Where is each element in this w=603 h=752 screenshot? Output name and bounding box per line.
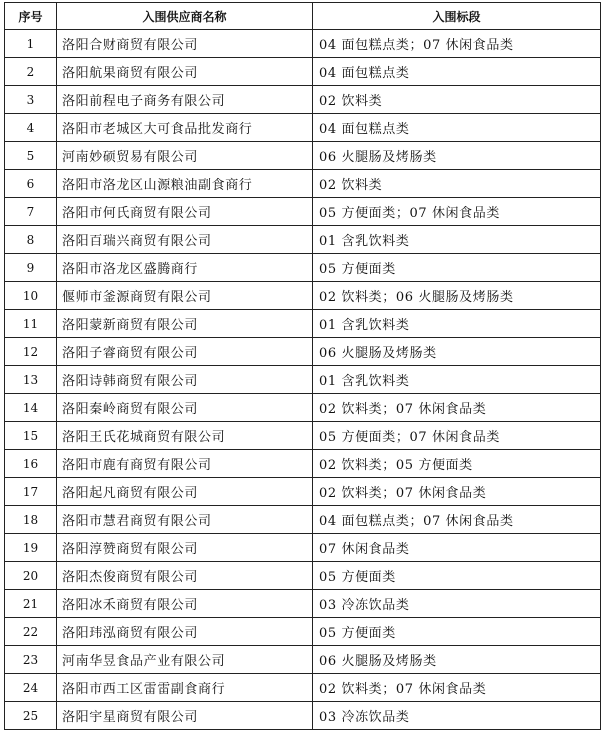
table-row bbox=[5, 450, 601, 478]
supplier-name: 洛阳玮泓商贸有限公司 bbox=[57, 618, 313, 646]
table-row bbox=[5, 254, 601, 282]
row-index: 1 bbox=[5, 30, 57, 58]
segment-name: 05 方便面类 bbox=[313, 618, 601, 646]
table-row bbox=[5, 394, 601, 422]
segment-name: 04 面包糕点类 bbox=[313, 114, 601, 142]
segment-name: 02 饮料类；07 休闲食品类 bbox=[313, 478, 601, 506]
row-index: 6 bbox=[5, 170, 57, 198]
segment-name: 03 冷冻饮品类 bbox=[313, 590, 601, 618]
segment-name: 03 冷冻饮品类 bbox=[313, 702, 601, 730]
row-index: 7 bbox=[5, 198, 57, 226]
header-row bbox=[5, 3, 601, 30]
supplier-name: 洛阳航果商贸有限公司 bbox=[57, 58, 313, 86]
header-index: 序号 bbox=[5, 3, 57, 30]
row-index: 9 bbox=[5, 254, 57, 282]
supplier-name: 洛阳前程电子商务有限公司 bbox=[57, 86, 313, 114]
supplier-table bbox=[4, 2, 601, 730]
supplier-name: 洛阳冰禾商贸有限公司 bbox=[57, 590, 313, 618]
segment-name: 01 含乳饮料类 bbox=[313, 366, 601, 394]
supplier-name: 洛阳市洛龙区盛腾商行 bbox=[57, 254, 313, 282]
table-row bbox=[5, 534, 601, 562]
supplier-name: 洛阳市鹿有商贸有限公司 bbox=[57, 450, 313, 478]
segment-name: 04 面包糕点类；07 休闲食品类 bbox=[313, 30, 601, 58]
table-row bbox=[5, 226, 601, 254]
table-row bbox=[5, 674, 601, 702]
table-row bbox=[5, 310, 601, 338]
table-row bbox=[5, 366, 601, 394]
table-row bbox=[5, 198, 601, 226]
segment-name: 06 火腿肠及烤肠类 bbox=[313, 338, 601, 366]
row-index: 14 bbox=[5, 394, 57, 422]
supplier-name: 洛阳起凡商贸有限公司 bbox=[57, 478, 313, 506]
supplier-name: 洛阳宇星商贸有限公司 bbox=[57, 702, 313, 730]
row-index: 3 bbox=[5, 86, 57, 114]
supplier-name: 洛阳王氏花城商贸有限公司 bbox=[57, 422, 313, 450]
table-row bbox=[5, 618, 601, 646]
table-row bbox=[5, 506, 601, 534]
row-index: 13 bbox=[5, 366, 57, 394]
table-row bbox=[5, 86, 601, 114]
table-row bbox=[5, 170, 601, 198]
segment-name: 02 饮料类；07 休闲食品类 bbox=[313, 394, 601, 422]
segment-name: 02 饮料类；07 休闲食品类 bbox=[313, 674, 601, 702]
supplier-name: 洛阳蒙新商贸有限公司 bbox=[57, 310, 313, 338]
row-index: 22 bbox=[5, 618, 57, 646]
segment-name: 07 休闲食品类 bbox=[313, 534, 601, 562]
row-index: 4 bbox=[5, 114, 57, 142]
segment-name: 05 方便面类 bbox=[313, 254, 601, 282]
table-row bbox=[5, 422, 601, 450]
supplier-name: 洛阳杰俊商贸有限公司 bbox=[57, 562, 313, 590]
segment-name: 02 饮料类 bbox=[313, 170, 601, 198]
table-row bbox=[5, 282, 601, 310]
supplier-name: 河南华昱食品产业有限公司 bbox=[57, 646, 313, 674]
row-index: 24 bbox=[5, 674, 57, 702]
row-index: 16 bbox=[5, 450, 57, 478]
supplier-name: 洛阳合财商贸有限公司 bbox=[57, 30, 313, 58]
supplier-name: 洛阳百瑞兴商贸有限公司 bbox=[57, 226, 313, 254]
segment-name: 04 面包糕点类 bbox=[313, 58, 601, 86]
segment-name: 02 饮料类；06 火腿肠及烤肠类 bbox=[313, 282, 601, 310]
table-row bbox=[5, 338, 601, 366]
segment-name: 06 火腿肠及烤肠类 bbox=[313, 142, 601, 170]
table-body bbox=[5, 30, 601, 730]
supplier-name: 洛阳市老城区大可食品批发商行 bbox=[57, 114, 313, 142]
row-index: 20 bbox=[5, 562, 57, 590]
table-row bbox=[5, 30, 601, 58]
table-row bbox=[5, 646, 601, 674]
row-index: 12 bbox=[5, 338, 57, 366]
row-index: 8 bbox=[5, 226, 57, 254]
row-index: 25 bbox=[5, 702, 57, 730]
row-index: 10 bbox=[5, 282, 57, 310]
supplier-name: 洛阳淳赞商贸有限公司 bbox=[57, 534, 313, 562]
row-index: 19 bbox=[5, 534, 57, 562]
table-row bbox=[5, 478, 601, 506]
segment-name: 02 饮料类 bbox=[313, 86, 601, 114]
segment-name: 05 方便面类；07 休闲食品类 bbox=[313, 422, 601, 450]
table-row bbox=[5, 562, 601, 590]
table-row bbox=[5, 702, 601, 730]
supplier-name: 偃师市釜源商贸有限公司 bbox=[57, 282, 313, 310]
row-index: 21 bbox=[5, 590, 57, 618]
supplier-name: 洛阳市西工区雷雷副食商行 bbox=[57, 674, 313, 702]
table-row bbox=[5, 114, 601, 142]
segment-name: 04 面包糕点类；07 休闲食品类 bbox=[313, 506, 601, 534]
supplier-name: 洛阳市何氏商贸有限公司 bbox=[57, 198, 313, 226]
row-index: 5 bbox=[5, 142, 57, 170]
row-index: 2 bbox=[5, 58, 57, 86]
segment-name: 06 火腿肠及烤肠类 bbox=[313, 646, 601, 674]
supplier-name: 洛阳子睿商贸有限公司 bbox=[57, 338, 313, 366]
row-index: 11 bbox=[5, 310, 57, 338]
segment-name: 01 含乳饮料类 bbox=[313, 226, 601, 254]
supplier-name: 洛阳市洛龙区山源粮油副食商行 bbox=[57, 170, 313, 198]
row-index: 23 bbox=[5, 646, 57, 674]
segment-name: 02 饮料类；05 方便面类 bbox=[313, 450, 601, 478]
header-supplier-name: 入围供应商名称 bbox=[57, 3, 313, 30]
supplier-name: 洛阳市慧君商贸有限公司 bbox=[57, 506, 313, 534]
table-row bbox=[5, 58, 601, 86]
table-row bbox=[5, 590, 601, 618]
supplier-name: 洛阳诗韩商贸有限公司 bbox=[57, 366, 313, 394]
segment-name: 05 方便面类；07 休闲食品类 bbox=[313, 198, 601, 226]
supplier-name: 洛阳秦岭商贸有限公司 bbox=[57, 394, 313, 422]
row-index: 15 bbox=[5, 422, 57, 450]
supplier-name: 河南妙硕贸易有限公司 bbox=[57, 142, 313, 170]
row-index: 17 bbox=[5, 478, 57, 506]
row-index: 18 bbox=[5, 506, 57, 534]
segment-name: 01 含乳饮料类 bbox=[313, 310, 601, 338]
segment-name: 05 方便面类 bbox=[313, 562, 601, 590]
table-row bbox=[5, 142, 601, 170]
header-segment: 入围标段 bbox=[313, 3, 601, 30]
table-header bbox=[5, 3, 601, 30]
